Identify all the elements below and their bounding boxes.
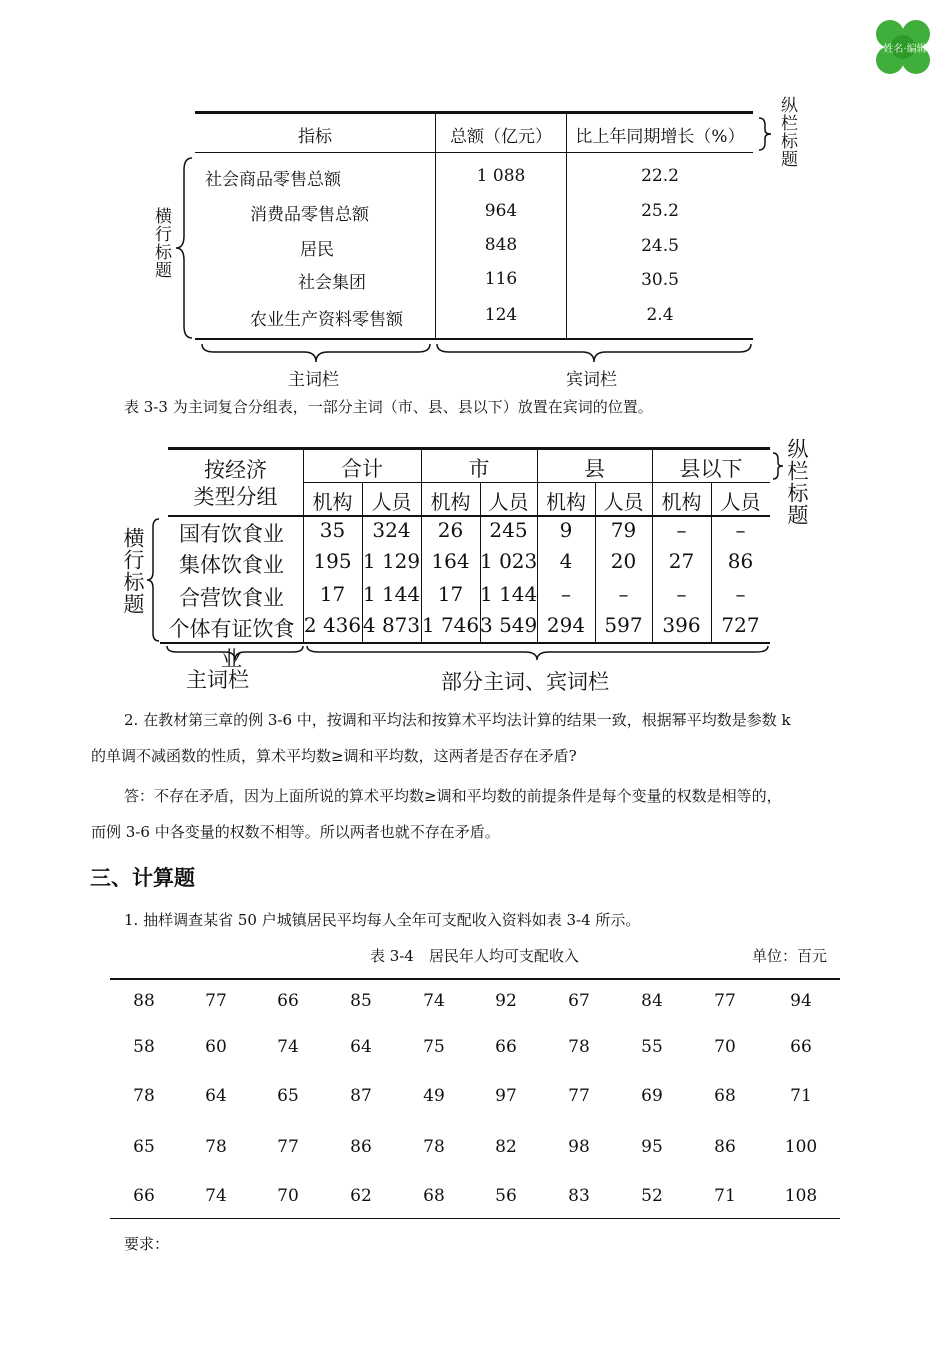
q2-line1: 2. 在教材第三章的例 3-6 中，按调和平均法和按算术平均法计算的结果一致，根据幂平均数是参数 k <box>124 711 791 729</box>
table1-subject-label: 主词栏 <box>288 370 339 390</box>
section-title: 三、计算题 <box>90 866 195 890</box>
table2-cell: 1 144 <box>362 582 421 606</box>
table34-cell: 78 <box>423 1137 445 1157</box>
table34-cell: 78 <box>133 1086 155 1106</box>
q2-line2: 的单调不减函数的性质，算术平均数≥调和平均数，这两者是否存在矛盾? <box>91 747 577 765</box>
table2-cell: 86 <box>727 549 754 573</box>
table34-cell: 56 <box>495 1186 517 1206</box>
table1-row-total: 964 <box>484 201 518 221</box>
table2-row-label: 个体有证饮食业 <box>168 617 295 671</box>
table2-subheader: 机构 <box>430 490 471 514</box>
table1-row-label: 农业生产资料零售额 <box>250 310 403 330</box>
table2-subject-label: 主词栏 <box>186 668 249 692</box>
logo-caption: 姓名·编辑 <box>883 44 927 55</box>
table2-corner-line2: 类型分组 <box>193 485 278 509</box>
table2-cell: – <box>618 582 629 606</box>
table34-cell: 55 <box>641 1037 663 1057</box>
table34-cell: 77 <box>277 1137 299 1157</box>
table1-row-growth: 24.5 <box>641 236 679 256</box>
bottom-brace-icon <box>435 342 753 364</box>
table34-cell: 64 <box>205 1086 227 1106</box>
table34-cell: 94 <box>790 991 812 1011</box>
table34-cell: 100 <box>784 1137 818 1157</box>
table2-cell: 1 746 <box>421 613 480 637</box>
table1-header-growth: 比上年同期增长（%） <box>575 127 745 147</box>
table34-cell: 66 <box>790 1037 812 1057</box>
table1-row-total: 124 <box>484 305 518 325</box>
table2-subheader: 机构 <box>546 490 586 514</box>
table34-cell: 82 <box>495 1137 517 1157</box>
table34-cell: 70 <box>714 1037 736 1057</box>
table34-cell: 66 <box>133 1186 155 1206</box>
table34-cell: 98 <box>568 1137 590 1157</box>
table2-cell: 3 549 <box>480 613 538 637</box>
table2-corner-line1: 按经济 <box>204 458 267 482</box>
table2-cell: 17 <box>319 582 346 606</box>
left-brace-icon <box>174 156 194 340</box>
right-brace-icon <box>757 116 773 152</box>
table34-cell: 66 <box>495 1037 517 1057</box>
table1-row-growth: 22.2 <box>641 166 679 186</box>
table34-cell: 78 <box>568 1037 590 1057</box>
clover-logo-icon <box>868 14 938 84</box>
table2-cell: 245 <box>489 518 528 542</box>
table34-cell: 68 <box>423 1186 445 1206</box>
table34-cell: 60 <box>205 1037 227 1057</box>
table34-cell: 77 <box>568 1086 590 1106</box>
table2-vertical-label: 纵栏标题 <box>785 438 809 526</box>
table2-cell: – <box>676 518 687 542</box>
table34-cell: 71 <box>714 1186 736 1206</box>
table2-cell: 597 <box>604 613 643 637</box>
table34-cell: 85 <box>350 991 372 1011</box>
table2-group-header: 县以下 <box>679 457 743 481</box>
table1-row-label: 社会集团 <box>298 273 366 293</box>
table34-cell: 66 <box>277 991 299 1011</box>
table34-cell: 74 <box>423 991 445 1011</box>
calc1-statement: 1. 抽样调查某省 50 户城镇居民平均每人全年可支配收入资料如表 3-4 所示。 <box>124 911 641 929</box>
table34-cell: 58 <box>133 1037 155 1057</box>
table2-cell: 2 436 <box>303 613 362 637</box>
table1-row-total: 1 088 <box>476 166 526 186</box>
table34-cell: 97 <box>495 1086 517 1106</box>
table34-cell: 49 <box>423 1086 445 1106</box>
table2-cell: – <box>561 582 571 606</box>
table34-cell: 86 <box>714 1137 736 1157</box>
bottom-brace-icon <box>165 644 305 662</box>
table34-cell: 92 <box>495 991 517 1011</box>
table2-predicate-label: 部分主词、宾词栏 <box>441 670 609 694</box>
table34-cell: 84 <box>641 991 663 1011</box>
q2-answer2: 而例 3-6 中各变量的权数不相等。所以两者也就不存在矛盾。 <box>91 823 500 841</box>
table2-cell: 35 <box>319 518 346 542</box>
table34-cell: 64 <box>350 1037 372 1057</box>
left-brace-icon <box>145 517 161 643</box>
table1-vertical-label: 纵栏标题 <box>777 96 797 168</box>
table2-row-label: 集体饮食业 <box>179 553 284 577</box>
right-brace-icon <box>771 451 785 481</box>
caption-3-3: 表 3-3 为主词复合分组表，一部分主词（市、县、县以下）放置在宾词的位置。 <box>124 398 653 416</box>
table1-header-indicator: 指标 <box>298 127 332 147</box>
table2-subheader: 机构 <box>661 490 702 514</box>
table1-header-total: 总额（亿元） <box>450 127 552 147</box>
table2-cell: 27 <box>668 549 695 573</box>
table1-row-growth: 30.5 <box>641 270 679 290</box>
table34-cell: 83 <box>568 1186 590 1206</box>
table2-subheader: 人员 <box>720 490 761 514</box>
table34-cell: 108 <box>784 1186 818 1206</box>
table1-horizontal-label: 横行标题 <box>151 207 171 279</box>
table1-row-total: 116 <box>484 269 518 289</box>
table2-cell: – <box>735 518 746 542</box>
table2-cell: 1 023 <box>480 549 538 573</box>
table34-cell: 52 <box>641 1186 663 1206</box>
table1-row-growth: 2.4 <box>646 305 674 325</box>
table2-cell: 1 129 <box>362 549 421 573</box>
table2-cell: 4 <box>559 549 573 573</box>
table2-subheader: 人员 <box>488 490 529 514</box>
table1-row-total: 848 <box>484 235 518 255</box>
table2-subheader: 人员 <box>603 490 644 514</box>
table2-cell: 17 <box>437 582 464 606</box>
table2-cell: 294 <box>546 613 586 637</box>
table1-row-label: 居民 <box>300 240 334 260</box>
table34-cell: 88 <box>133 991 155 1011</box>
table34-cell: 74 <box>205 1186 227 1206</box>
table2-row-label: 国有饮食业 <box>179 522 284 546</box>
table2-cell: 9 <box>559 518 573 542</box>
table34-cell: 62 <box>350 1186 372 1206</box>
table34-cell: 87 <box>350 1086 372 1106</box>
table34-cell: 65 <box>277 1086 299 1106</box>
table1-row-label: 社会商品零售总额 <box>205 170 341 190</box>
table34-cell: 68 <box>714 1086 736 1106</box>
table1-predicate-label: 宾词栏 <box>566 370 617 390</box>
table2-cell: 164 <box>431 549 470 573</box>
table2-cell: – <box>676 582 687 606</box>
table34-cell: 77 <box>714 991 736 1011</box>
table34-cell: 95 <box>641 1137 663 1157</box>
table34-cell: 65 <box>133 1137 155 1157</box>
table2-cell: 26 <box>437 518 464 542</box>
requirement-label: 要求： <box>124 1235 170 1253</box>
table1-row-label: 消费品零售总额 <box>250 205 369 225</box>
table34-cell: 74 <box>277 1037 299 1057</box>
table34-cell: 86 <box>350 1137 372 1157</box>
table2-horizontal-label: 横行标题 <box>121 527 145 615</box>
table2-cell: 396 <box>662 613 701 637</box>
table2-cell: 1 144 <box>480 582 538 606</box>
table34-cell: 69 <box>641 1086 663 1106</box>
table34-title: 表 3-4 居民年人均可支配收入 <box>370 947 579 965</box>
bottom-brace-icon <box>305 644 770 662</box>
table34-cell: 67 <box>568 991 590 1011</box>
table2-cell: 20 <box>610 549 637 573</box>
table2-group-header: 合计 <box>341 457 383 481</box>
table2-group-header: 市 <box>468 457 490 481</box>
table2-cell: 4 873 <box>362 613 421 637</box>
table2-cell: 195 <box>313 549 352 573</box>
table2-group-header: 县 <box>584 457 605 481</box>
table34-cell: 78 <box>205 1137 227 1157</box>
table34-cell: 75 <box>423 1037 445 1057</box>
table2-cell: 727 <box>721 613 760 637</box>
table34-cell: 77 <box>205 991 227 1011</box>
table2-cell: – <box>735 582 746 606</box>
table2-subheader: 机构 <box>312 490 353 514</box>
table2-cell: 79 <box>610 518 637 542</box>
table34-unit: 单位：百元 <box>752 947 828 965</box>
table2-row-label: 合营饮食业 <box>179 586 284 610</box>
table2-cell: 324 <box>372 518 411 542</box>
table34-cell: 71 <box>790 1086 812 1106</box>
table2-subheader: 人员 <box>371 490 412 514</box>
bottom-brace-icon <box>200 342 432 364</box>
table1-row-growth: 25.2 <box>641 201 679 221</box>
table34-cell: 70 <box>277 1186 299 1206</box>
q2-answer1: 答：不存在矛盾，因为上面所说的算术平均数≥调和平均数的前提条件是每个变量的权数是相等的， <box>124 787 782 805</box>
